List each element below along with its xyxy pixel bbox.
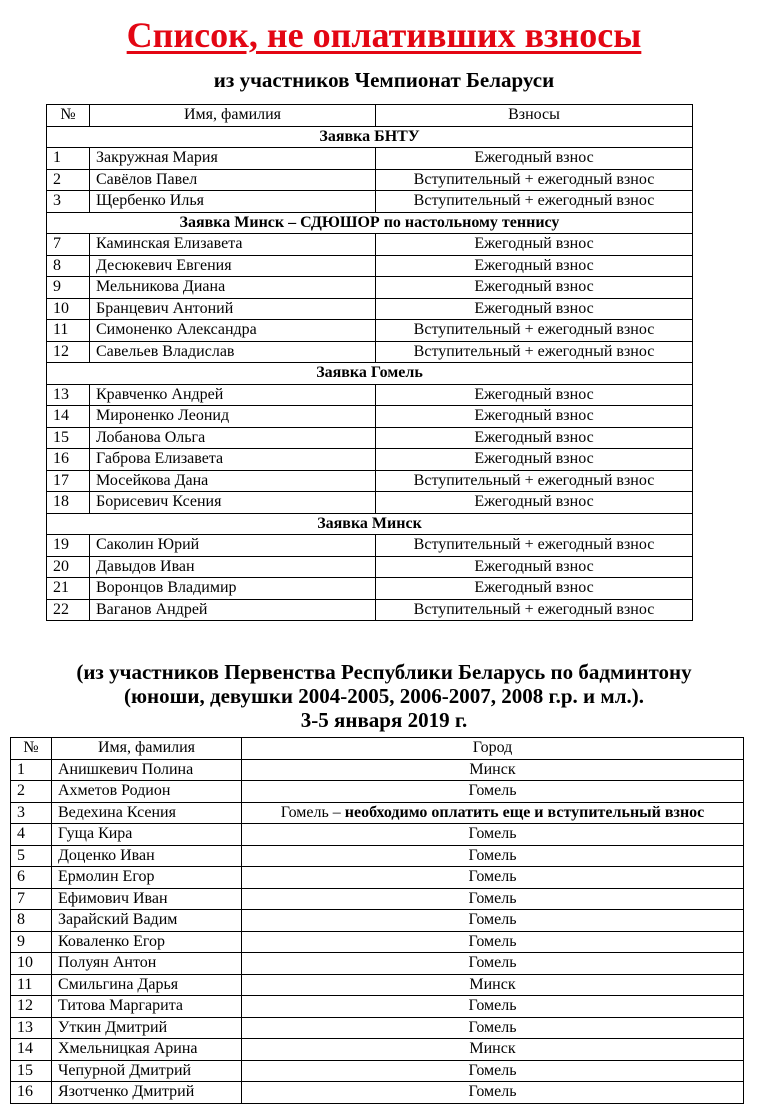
city-name: Гомель bbox=[468, 846, 517, 864]
header-number: № bbox=[11, 738, 52, 760]
row-number: 10 bbox=[47, 298, 90, 320]
participant-name: Мельникова Диана bbox=[90, 277, 376, 299]
participant-name: Хмельницкая Арина bbox=[52, 1039, 242, 1061]
row-number: 1 bbox=[11, 759, 52, 781]
row-number: 10 bbox=[11, 953, 52, 975]
row-number: 21 bbox=[47, 578, 90, 600]
participant-name: Ермолин Егор bbox=[52, 867, 242, 889]
participant-name: Коваленко Егор bbox=[52, 931, 242, 953]
table-row bbox=[47, 492, 693, 514]
row-number: 4 bbox=[11, 824, 52, 846]
fee-type: Ежегодный взнос bbox=[376, 298, 693, 320]
participant-name: Кравченко Андрей bbox=[90, 384, 376, 406]
participant-name: Закружная Мария bbox=[90, 148, 376, 170]
table-row bbox=[47, 277, 693, 299]
table-row bbox=[47, 535, 693, 557]
group-title: Заявка Минск bbox=[47, 513, 693, 535]
participant-name: Мосейкова Дана bbox=[90, 470, 376, 492]
city-name: Гомель bbox=[468, 1083, 517, 1101]
fee-type: Ежегодный взнос bbox=[376, 449, 693, 471]
city-name: Минск bbox=[469, 760, 516, 778]
participant-name: Мироненко Леонид bbox=[90, 406, 376, 428]
table-row bbox=[11, 845, 744, 867]
city-cell bbox=[242, 996, 744, 1018]
participant-name: Каминская Елизавета bbox=[90, 234, 376, 256]
row-number: 16 bbox=[11, 1082, 52, 1104]
table-row bbox=[11, 953, 744, 975]
fee-type: Ежегодный взнос bbox=[376, 255, 693, 277]
fee-type: Вступительный + ежегодный взнос bbox=[376, 169, 693, 191]
city-name: Гомель bbox=[468, 889, 517, 907]
fee-type: Ежегодный взнос bbox=[376, 384, 693, 406]
table-row bbox=[11, 1060, 744, 1082]
participant-name: Уткин Дмитрий bbox=[52, 1017, 242, 1039]
city-name: Гомель bbox=[468, 825, 517, 843]
page-subtitle: из участников Чемпионат Беларуси bbox=[213, 68, 555, 92]
table-row bbox=[11, 910, 744, 932]
city-cell bbox=[242, 845, 744, 867]
fee-type: Ежегодный взнос bbox=[376, 427, 693, 449]
badminton-table bbox=[10, 737, 744, 1104]
table-row bbox=[11, 931, 744, 953]
participant-name: Доценко Иван bbox=[52, 845, 242, 867]
participant-name: Лобанова Ольга bbox=[90, 427, 376, 449]
row-number: 19 bbox=[47, 535, 90, 557]
table-row bbox=[11, 781, 744, 803]
city-name: Минск bbox=[469, 1040, 516, 1058]
header-city: Город bbox=[242, 738, 744, 760]
row-number: 20 bbox=[47, 556, 90, 578]
row-number: 3 bbox=[11, 802, 52, 824]
fee-type: Ежегодный взнос bbox=[376, 148, 693, 170]
city-cell bbox=[242, 931, 744, 953]
fee-type: Вступительный + ежегодный взнос bbox=[376, 599, 693, 621]
payment-note: необходимо оплатить еще и вступительный взнос bbox=[344, 803, 705, 821]
table-row bbox=[47, 148, 693, 170]
row-number: 12 bbox=[47, 341, 90, 363]
city-name: Минск bbox=[469, 975, 516, 993]
table-row bbox=[11, 974, 744, 996]
city-name: Гомель bbox=[468, 911, 517, 929]
city-cell bbox=[242, 781, 744, 803]
city-cell bbox=[242, 759, 744, 781]
row-number: 14 bbox=[11, 1039, 52, 1061]
row-number: 8 bbox=[47, 255, 90, 277]
row-number: 11 bbox=[11, 974, 52, 996]
row-number: 13 bbox=[11, 1017, 52, 1039]
table-row bbox=[47, 298, 693, 320]
header-fees: Взносы bbox=[376, 105, 693, 127]
city-cell bbox=[242, 1060, 744, 1082]
table-row bbox=[11, 996, 744, 1018]
row-number: 9 bbox=[11, 931, 52, 953]
table-row bbox=[11, 824, 744, 846]
row-number: 5 bbox=[11, 845, 52, 867]
fee-type: Вступительный + ежегодный взнос bbox=[376, 470, 693, 492]
participant-name: Зарайский Вадим bbox=[52, 910, 242, 932]
city-name: Гомель bbox=[468, 997, 517, 1015]
row-number: 11 bbox=[47, 320, 90, 342]
table-row bbox=[47, 470, 693, 492]
row-number: 9 bbox=[47, 277, 90, 299]
row-number: 14 bbox=[47, 406, 90, 428]
fee-type: Ежегодный взнос bbox=[376, 277, 693, 299]
city-name: Гомель bbox=[468, 932, 517, 950]
city-name: Гомель bbox=[468, 954, 517, 972]
table-row bbox=[47, 384, 693, 406]
page-title-text: Список, не оплативших взносы bbox=[126, 15, 642, 55]
participant-name: Титова Маргарита bbox=[52, 996, 242, 1018]
header-name: Имя, фамилия bbox=[90, 105, 376, 127]
participant-name: Анишкевич Полина bbox=[52, 759, 242, 781]
row-number: 2 bbox=[47, 169, 90, 191]
header-name: Имя, фамилия bbox=[52, 738, 242, 760]
table-row bbox=[47, 406, 693, 428]
city-cell bbox=[242, 1039, 744, 1061]
fee-type: Вступительный + ежегодный взнос bbox=[376, 535, 693, 557]
section2-line2: (юноши, девушки 2004-2005, 2006-2007, 2008 г.р. и мл.). bbox=[124, 684, 644, 708]
table-row bbox=[47, 255, 693, 277]
city-name: Гомель bbox=[468, 868, 517, 886]
group-title: Заявка Минск – СДЮШОР по настольному теннису bbox=[47, 212, 693, 234]
fee-type: Ежегодный взнос bbox=[376, 234, 693, 256]
row-number: 15 bbox=[47, 427, 90, 449]
fee-type: Ежегодный взнос bbox=[376, 578, 693, 600]
table-row bbox=[47, 191, 693, 213]
fee-type: Ежегодный взнос bbox=[376, 406, 693, 428]
table-row bbox=[11, 759, 744, 781]
participant-name: Ваганов Андрей bbox=[90, 599, 376, 621]
participant-name: Ефимович Иван bbox=[52, 888, 242, 910]
group-title: Заявка Гомель bbox=[47, 363, 693, 385]
participant-name: Гуща Кира bbox=[52, 824, 242, 846]
city-cell bbox=[242, 888, 744, 910]
fee-type: Вступительный + ежегодный взнос bbox=[376, 320, 693, 342]
fee-type: Ежегодный взнос bbox=[376, 556, 693, 578]
section2-line3: 3-5 января 2019 г. bbox=[300, 708, 468, 732]
table-row bbox=[47, 556, 693, 578]
row-number: 7 bbox=[47, 234, 90, 256]
table-row bbox=[11, 1082, 744, 1104]
row-number: 6 bbox=[11, 867, 52, 889]
fee-type: Вступительный + ежегодный взнос bbox=[376, 341, 693, 363]
table-row bbox=[47, 234, 693, 256]
table-row bbox=[47, 320, 693, 342]
row-number: 12 bbox=[11, 996, 52, 1018]
group-row bbox=[47, 126, 693, 148]
section2-heading bbox=[0, 660, 768, 732]
city-cell bbox=[242, 867, 744, 889]
row-number: 22 bbox=[47, 599, 90, 621]
table-row bbox=[11, 1017, 744, 1039]
participant-name: Ахметов Родион bbox=[52, 781, 242, 803]
table-row bbox=[47, 449, 693, 471]
header-number: № bbox=[47, 105, 90, 127]
table-row bbox=[47, 599, 693, 621]
participant-name: Воронцов Владимир bbox=[90, 578, 376, 600]
group-row bbox=[47, 363, 693, 385]
fee-type: Ежегодный взнос bbox=[376, 492, 693, 514]
city-name: Гомель bbox=[468, 782, 517, 800]
row-number: 8 bbox=[11, 910, 52, 932]
table-row bbox=[11, 802, 744, 824]
group-title: Заявка БНТУ bbox=[47, 126, 693, 148]
participant-name: Смильгина Дарья bbox=[52, 974, 242, 996]
table-row bbox=[47, 169, 693, 191]
row-number: 13 bbox=[47, 384, 90, 406]
city-cell bbox=[242, 953, 744, 975]
city-cell bbox=[242, 1017, 744, 1039]
participant-name: Бранцевич Антоний bbox=[90, 298, 376, 320]
row-number: 3 bbox=[47, 191, 90, 213]
row-number: 1 bbox=[47, 148, 90, 170]
table-row bbox=[47, 427, 693, 449]
participant-name: Чепурной Дмитрий bbox=[52, 1060, 242, 1082]
table-row bbox=[11, 888, 744, 910]
participant-name: Давыдов Иван bbox=[90, 556, 376, 578]
participant-name: Саколин Юрий bbox=[90, 535, 376, 557]
city-cell bbox=[242, 910, 744, 932]
participant-name: Савёлов Павел bbox=[90, 169, 376, 191]
city-cell bbox=[242, 824, 744, 846]
city-name: Гомель bbox=[468, 1018, 517, 1036]
fees-table bbox=[46, 104, 693, 621]
fees-table-header bbox=[47, 105, 693, 127]
participant-name: Борисевич Ксения bbox=[90, 492, 376, 514]
participant-name: Полуян Антон bbox=[52, 953, 242, 975]
participant-name: Ведехина Ксения bbox=[52, 802, 242, 824]
table-row bbox=[11, 867, 744, 889]
participant-name: Симоненко Александра bbox=[90, 320, 376, 342]
participant-name: Савельев Владислав bbox=[90, 341, 376, 363]
city-cell bbox=[242, 1082, 744, 1104]
table-row bbox=[47, 578, 693, 600]
row-number: 18 bbox=[47, 492, 90, 514]
group-row bbox=[47, 212, 693, 234]
page-title bbox=[0, 14, 768, 56]
participant-name: Десюкевич Евгения bbox=[90, 255, 376, 277]
table-row bbox=[47, 341, 693, 363]
row-number: 15 bbox=[11, 1060, 52, 1082]
row-number: 17 bbox=[47, 470, 90, 492]
participant-name: Язотченко Дмитрий bbox=[52, 1082, 242, 1104]
city-name: Гомель – bbox=[280, 803, 345, 821]
city-name: Гомель bbox=[468, 1061, 517, 1079]
city-cell bbox=[242, 974, 744, 996]
table-row bbox=[11, 1039, 744, 1061]
participant-name: Щербенко Илья bbox=[90, 191, 376, 213]
row-number: 7 bbox=[11, 888, 52, 910]
city-cell bbox=[242, 802, 744, 824]
row-number: 2 bbox=[11, 781, 52, 803]
group-row bbox=[47, 513, 693, 535]
fee-type: Вступительный + ежегодный взнос bbox=[376, 191, 693, 213]
badminton-table-header bbox=[11, 738, 744, 760]
participant-name: Габрова Елизавета bbox=[90, 449, 376, 471]
row-number: 16 bbox=[47, 449, 90, 471]
section2-line1: (из участников Первенства Республики Беларусь по бадминтону bbox=[76, 660, 692, 684]
